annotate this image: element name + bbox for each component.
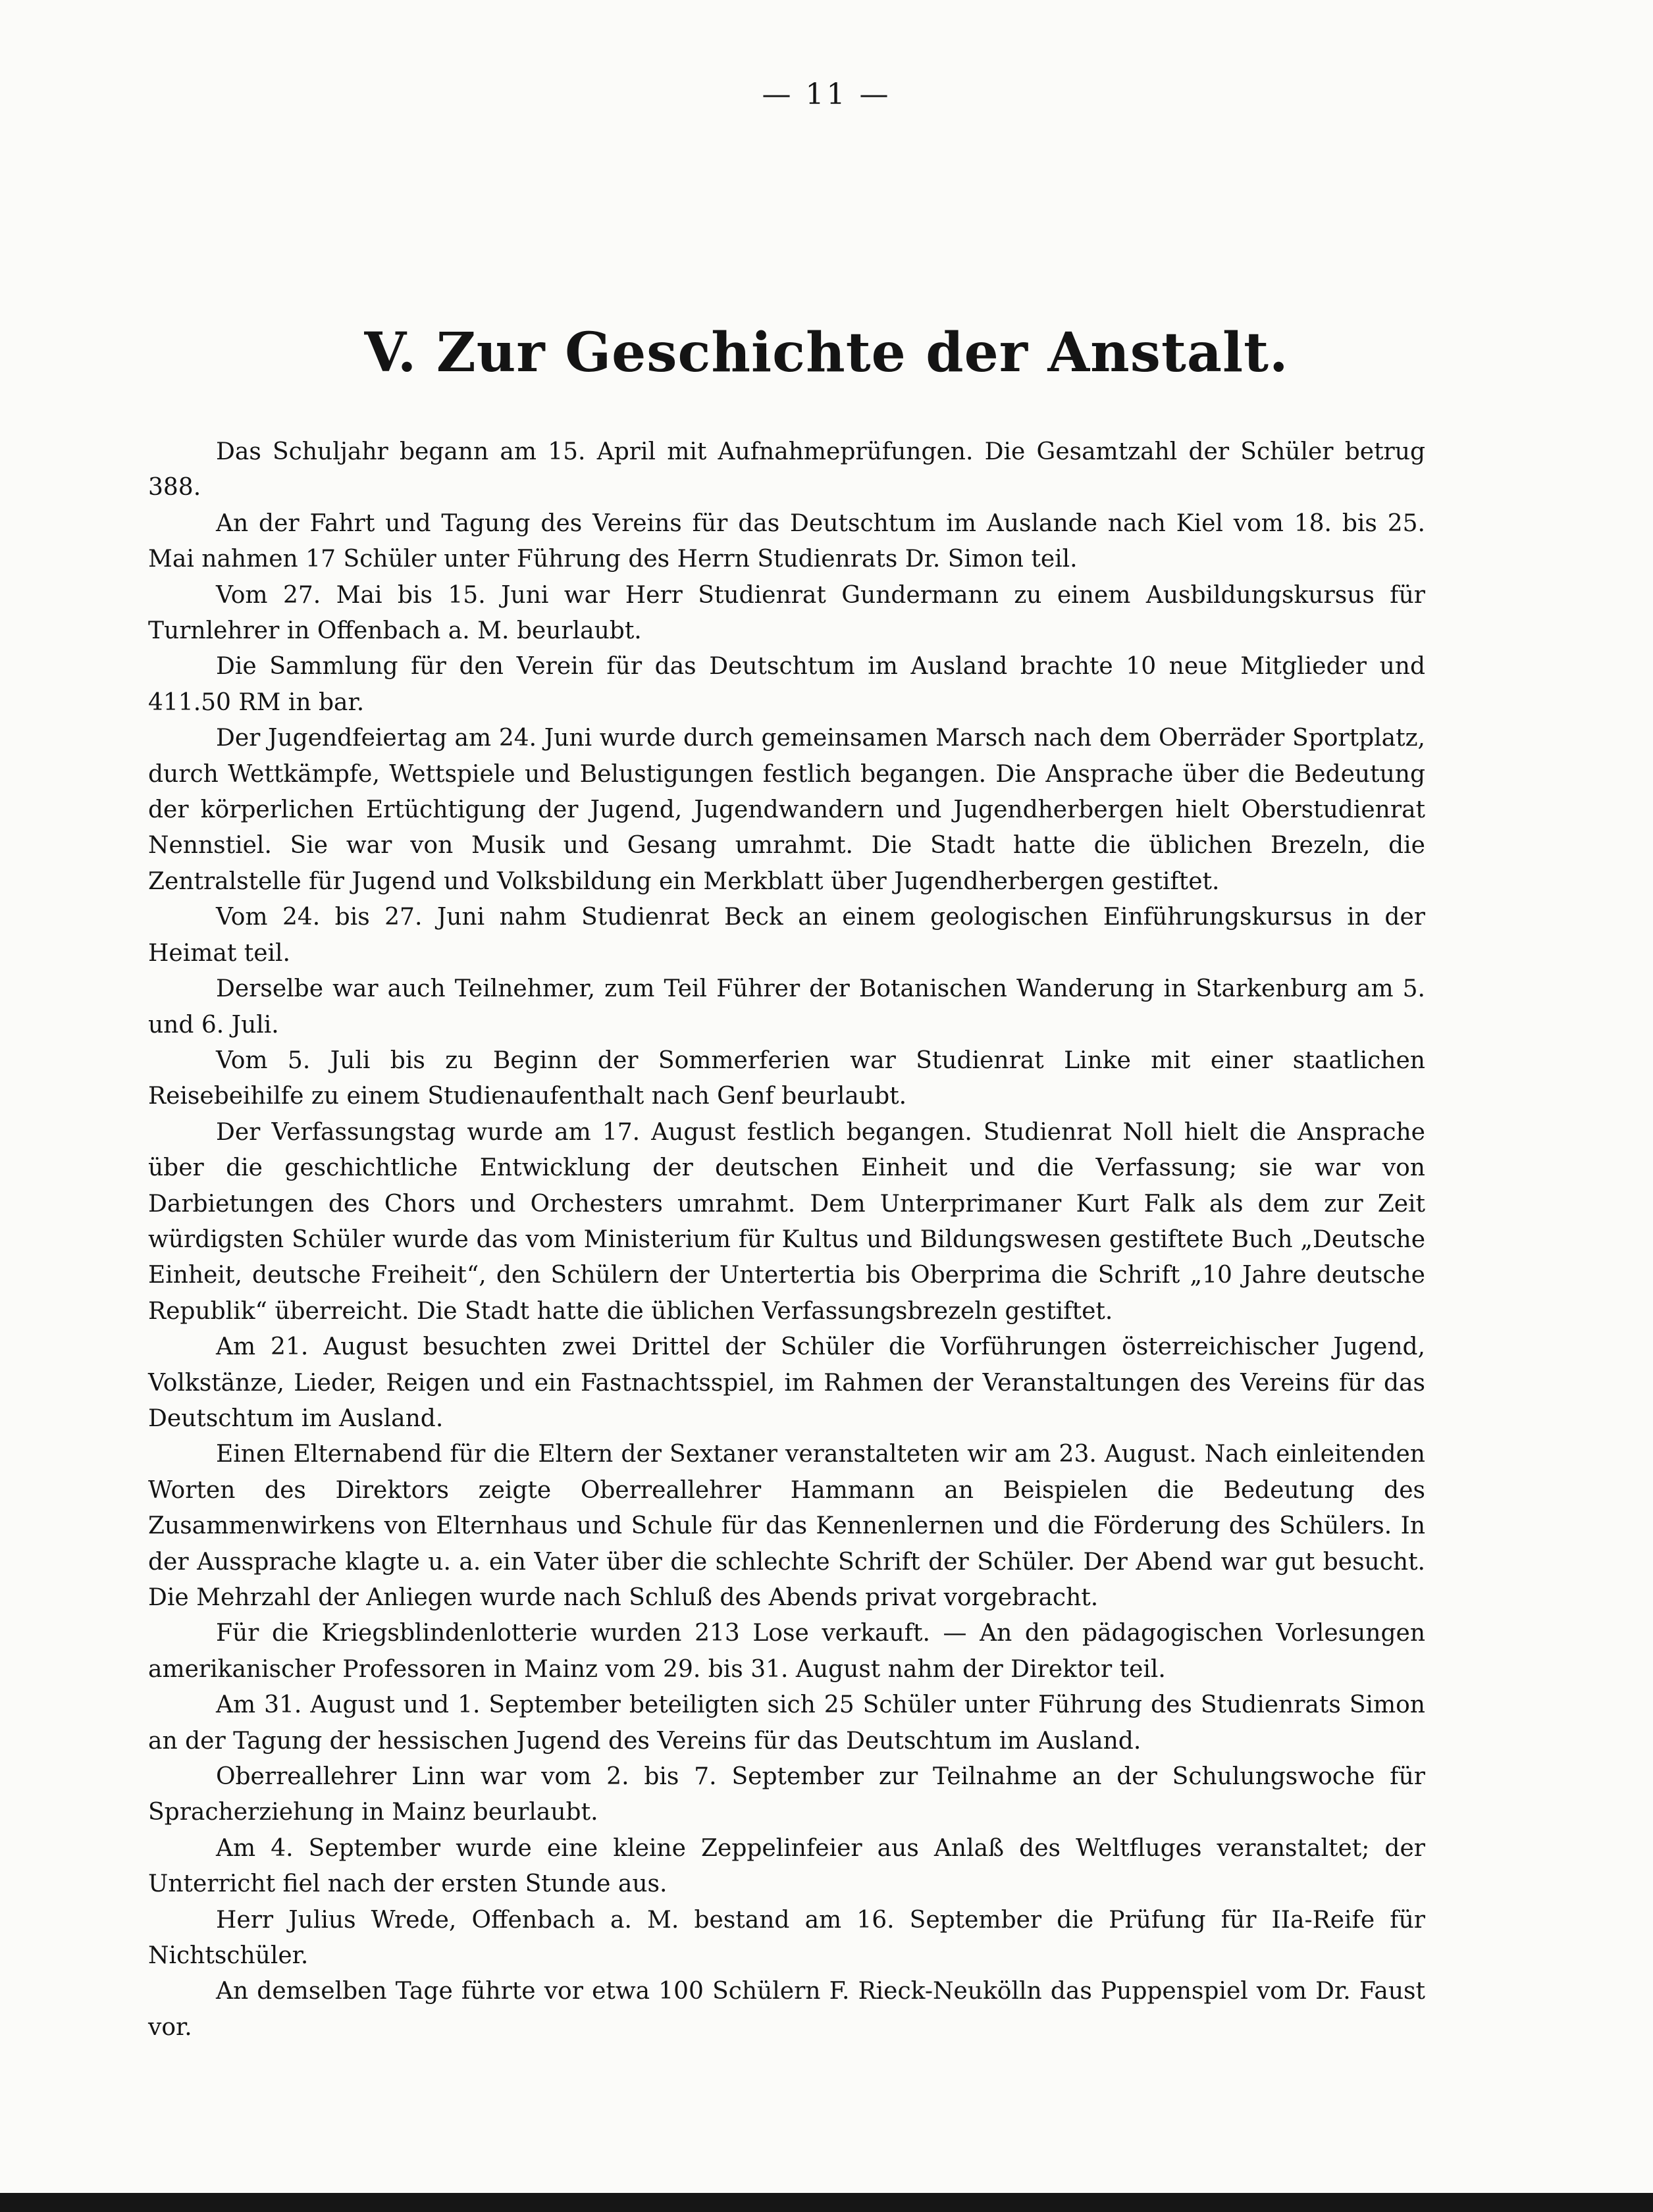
paragraph: Der Verfassungstag wurde am 17. August festlich begangen. Studienrat Noll hielt die Ansprache über die geschichtliche Entwicklung der deutschen Einheit und die Verfassung; sie war von Darbietungen des Chors und Orchesters umrahmt. Dem Unterprimaner Kurt Falk als dem zur Zeit würdigsten Schüler wurde das vom Ministerium für Kultus und Bildungswesen gestiftete Buch „Deutsche Einheit, deutsche Freiheit“, den Schülern der Untertertia bis Oberprima die Schrift „10 Jahre deutsche Republik“ überreicht. Die Stadt hatte die üblichen Verfassungsbrezeln gestiftet. — [148, 1118, 1425, 1325]
chronicle-body — [148, 434, 1425, 2045]
paragraph: Vom 24. bis 27. Juni nahm Studienrat Beck an einem geologischen Einführungskursus in der Heimat teil. — [148, 904, 1425, 967]
paragraph: Das Schuljahr begann am 15. April mit Aufnahmeprüfungen. Die Gesamtzahl der Schüler betrug 388. — [148, 438, 1425, 502]
paragraph: Der Jugendfeiertag am 24. Juni wurde durch gemeinsamen Marsch nach dem Oberräder Sportplatz, durch Wettkämpfe, Wettspiele und Belustigungen festlich begangen. Die Ansprache über die Bedeutung der körperlichen Ertüchtigung der Jugend, Jugendwandern und Jugendherbergen hielt Oberstudienrat Nennstiel. Sie war von Musik und Gesang umrahmt. Die Stadt hatte die üblichen Brezeln, die Zentralstelle für Jugend und Volksbildung ein Merkblatt über Jugendherbergen gestiftet. — [148, 725, 1425, 895]
page-number: — 11 — — [762, 78, 891, 111]
paragraph: Einen Elternabend für die Eltern der Sextaner veranstalteten wir am 23. August. Nach einleitenden Worten des Direktors zeigte Oberreallehrer Hammann an Beispielen die Bedeutung des Zusammenwirkens von Elternhaus und Schule für das Kennenlernen und die Förderung des Schülers. In der Aussprache klagte u. a. ein Vater über die schlechte Schrift der Schüler. Der Abend war gut besucht. Die Mehrzahl der Anliegen wurde nach Schluß des Abends privat vorgebracht. — [148, 1441, 1425, 1611]
section-heading: V. Zur Geschichte der Anstalt. — [364, 321, 1289, 384]
paragraph: Oberreallehrer Linn war vom 2. bis 7. September zur Teilnahme an der Schulungswoche für Spracherziehung in Mainz beurlaubt. — [148, 1763, 1425, 1826]
paragraph: Für die Kriegsblindenlotterie wurden 213 Lose verkauft. — An den pädagogischen Vorlesungen amerikanischer Professoren in Mainz vom 29. bis 31. August nahm der Direktor teil. — [148, 1620, 1425, 1683]
paragraph: Vom 5. Juli bis zu Beginn der Sommerferien war Studienrat Linke mit einer staatlichen Reisebeihilfe zu einem Studienaufenthalt nach Genf beurlaubt. — [148, 1046, 1425, 1110]
paragraph: Derselbe war auch Teilnehmer, zum Teil Führer der Botanischen Wanderung in Starkenburg am 5. und 6. Juli. — [148, 975, 1425, 1039]
paragraph: An demselben Tage führte vor etwa 100 Schülern F. Rieck-Neukölln das Puppenspiel vom Dr. Faust vor. — [148, 1978, 1425, 2041]
paragraph: Am 31. August und 1. September beteiligten sich 25 Schüler unter Führung des Studienrats Simon an der Tagung der hessischen Jugend des Vereins für das Deutschtum im Ausland. — [148, 1691, 1425, 1755]
paragraph: Die Sammlung für den Verein für das Deutschtum im Ausland brachte 10 neue Mitglieder und 411.50 RM in bar. — [148, 653, 1425, 716]
paragraph: An der Fahrt und Tagung des Vereins für das Deutschtum im Auslande nach Kiel vom 18. bis 25. Mai nahmen 17 Schüler unter Führung des Herrn Studienrats Dr. Simon teil. — [148, 509, 1425, 573]
scan-bottom-edge — [0, 2193, 1653, 2212]
paragraph: Am 21. August besuchten zwei Drittel der Schüler die Vorführungen österreichischer Jugend, Volkstänze, Lieder, Reigen und ein Fastnachtsspiel, im Rahmen der Veranstaltungen des Vereins für das Deutschtum im Ausland. — [148, 1333, 1425, 1432]
paragraph: Vom 27. Mai bis 15. Juni war Herr Studienrat Gundermann zu einem Ausbildungskursus für Turnlehrer in Offenbach a. M. beurlaubt. — [148, 581, 1425, 645]
paragraph: Herr Julius Wrede, Offenbach a. M. bestand am 16. September die Prüfung für IIa-Reife für Nichtschüler. — [148, 1906, 1425, 1970]
paragraph: Am 4. September wurde eine kleine Zeppelinfeier aus Anlaß des Weltfluges veranstaltet; der Unterricht fiel nach der ersten Stunde aus. — [148, 1834, 1425, 1898]
